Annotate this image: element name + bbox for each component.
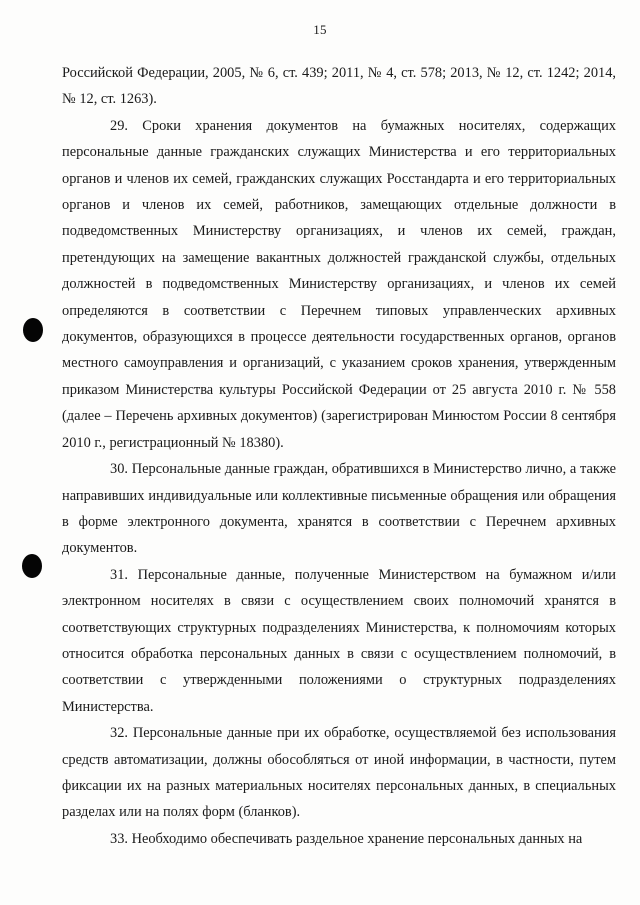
punch-hole-mark	[22, 554, 42, 578]
paragraph-32: 32. Персональные данные при их обработке, осуществляемой без использования средств автоматизации, должны обособляться от иной информации, в частности, путем фиксации их на разных материальных носителях персональных данных, в специальных разделах или на полях форм (бланков).	[62, 725, 616, 821]
paragraph-30: 30. Персональные данные граждан, обратившихся в Министерство лично, а также направивших индивидуальные или коллективные письменные обращения или обращения в форме электронного документа, хранятся в соответствии с Перечнем архивных документов.	[62, 461, 616, 557]
paragraph-29: 29. Сроки хранения документов на бумажных носителях, содержащих персональные данные гражданских служащих Министерства и его территориальных органов и членов их семей, гражданских служащих Росстандарта и его территориальных органов и членов их семей, работников, замещающих отдельные должности в подведомственных Министерству организациях, и членов их семей, граждан, претендующих на замещение вакантных должностей гражданской службы, отдельных должностей в подведомственных Министерству организациях, и членов их семей определяются в соответствии с Перечнем типовых управленческих архивных документов, образующихся в процессе деятельности государственных органов, органов местного самоуправления и организаций, с указанием сроков хранения, утвержденным приказом Министерства культуры Российской Федерации от 25 августа 2010 г. № 558 (далее – Перечень архивных документов) (зарегистрирован Минюстом России 8 сентября 2010 г., регистрационный № 18380).	[62, 117, 616, 451]
punch-hole-mark	[23, 318, 43, 342]
paragraph-33: 33. Необходимо обеспечивать раздельное хранение персональных данных на	[110, 830, 583, 847]
paragraph-continuation: Российской Федерации, 2005, № 6, ст. 439; 2011, № 4, ст. 578; 2013, № 12, ст. 1242; 2014, № 12, ст. 1263).	[62, 65, 616, 108]
paragraph-31: 31. Персональные данные, полученные Министерством на бумажном и/или электронном носителях в связи с осуществлением своих полномочий хранятся в соответствующих структурных подразделениях Министерства, к полномочиям которых относится обработка персональных данных в связи с осуществлением полномочий, в соответствии с утвержденными положениями о структурных подразделениях Министерства.	[62, 566, 616, 715]
page-number: 15	[313, 22, 327, 37]
document-body	[62, 60, 616, 852]
